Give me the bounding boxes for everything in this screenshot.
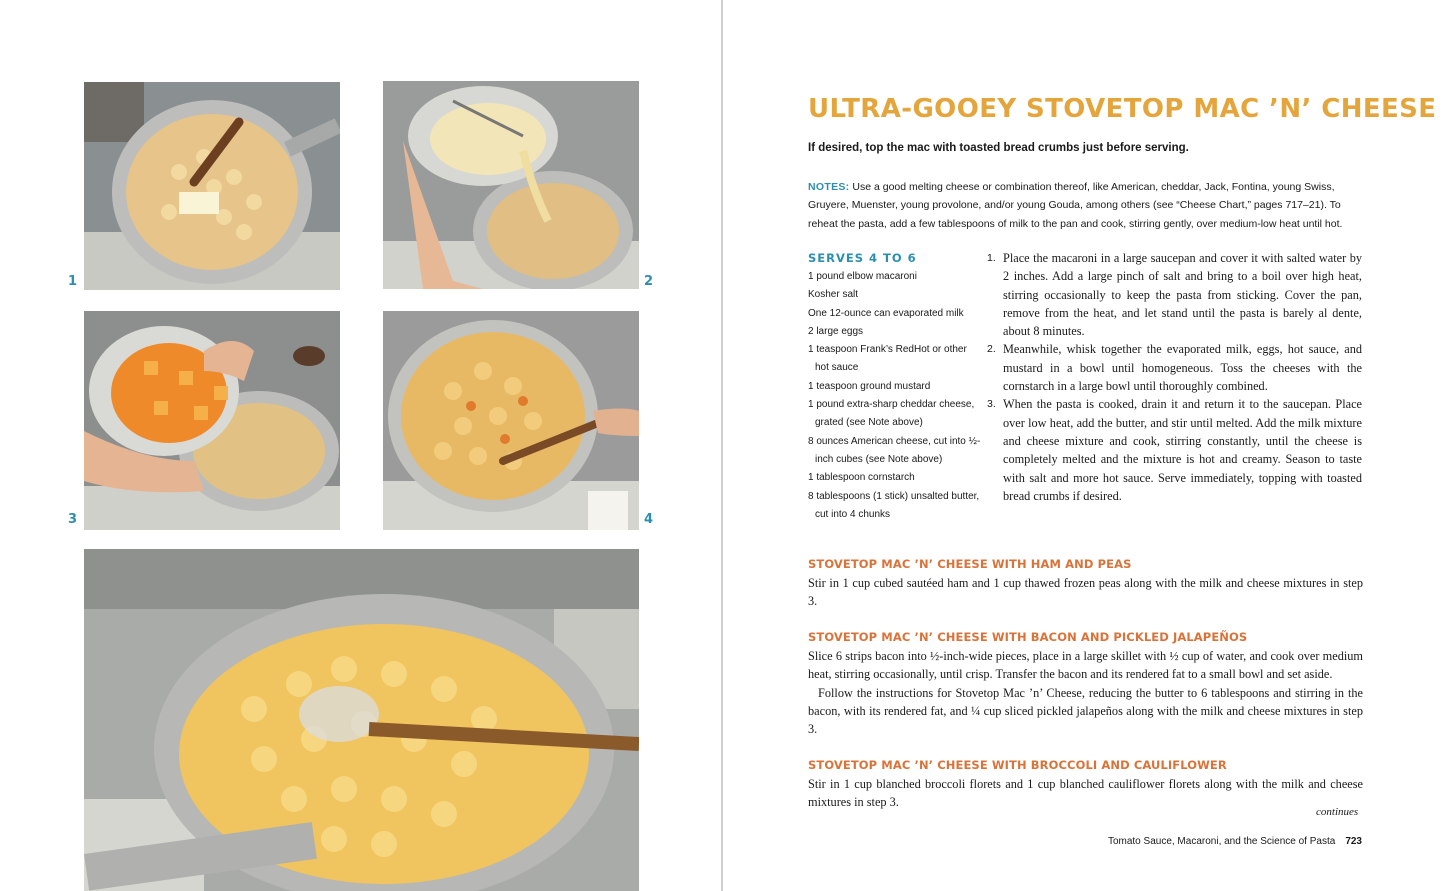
step-text: Place the macaroni in a large saucepan and cover it with salted water by 2 inches. Add a large pinch of salt and bring to a boil over high heat, stirring occasionally to keep the pasta from sticking. Cover the pan, remove from the heat, and let stand until the pasta is barely al dente, about 8 minutes.	[1003, 251, 1362, 339]
variation-bacon-jalapenos	[808, 630, 1363, 738]
variation-text: Stir in 1 cup blanched broccoli florets and 1 cup blanched cauliflower florets along with the milk and cheese mixtures in step 3.	[808, 777, 1363, 810]
serves-heading: SERVES 4 TO 6	[808, 251, 917, 265]
variation-title: STOVETOP MAC ’N’ CHEESE WITH BROCCOLI AND CAULIFLOWER	[808, 758, 1227, 772]
method-steps	[987, 249, 1362, 505]
variation-ham-peas	[808, 557, 1363, 611]
step-number-1: 1	[68, 274, 78, 289]
recipe-intro: If desired, top the mac with toasted bread crumbs just before serving.	[808, 142, 1189, 154]
variation-title: STOVETOP MAC ’N’ CHEESE WITH HAM AND PEAS	[808, 557, 1132, 571]
photo-step-3	[84, 311, 340, 530]
step-label: 2.	[987, 343, 996, 356]
page-number: 723	[1345, 836, 1362, 847]
step-number-4: 4	[644, 512, 654, 527]
step-text: When the pasta is cooked, drain it and return it to the saucepan. Place over low heat, add the butter, and stir until melted. Add the milk mixture and cheese mixture and cook, stirring constantly, until the cheese is completely melted and the mixture is hot and creamy. Season to taste with salt and more hot sauce. Serve immediately, topping with toasted bread crumbs if desired.	[1003, 397, 1362, 503]
photo-step-2	[383, 81, 639, 289]
ingredient-item: 1 teaspoon ground mustard	[808, 380, 931, 392]
variation-text: Slice 6 strips bacon into ½-inch-wide pieces, place in a large skillet with ½ cup of water, and cook over medium heat, stirring occasionally, until crisp. Transfer the bacon and its rendered fat to a small bowl and set aside.	[808, 649, 1363, 682]
photo-step-1	[84, 82, 340, 290]
recipe-title: ULTRA-GOOEY STOVETOP MAC ’N’ CHEESE	[808, 94, 1437, 124]
continues-note: continues	[1316, 806, 1359, 818]
variation-text: Follow the instructions for Stovetop Mac ’n’ Cheese, reducing the butter to 6 tablespoons and stirring in the bacon, with its rendered fat, and ¼ cup sliced pickled jalapeños along with the milk and cheese mixtures in step 3.	[808, 685, 1363, 737]
notes-text: Use a good melting cheese or combination thereof, like American, cheddar, Jack, Fontina, young Swiss, Gruyere, Muenster, young provolone, and/or young Gouda, among others (see “Cheese Chart,” pages 717–21). To reheat the pasta, add a few tablespoons of milk to the pan and cook, stirring gently, over medium-low heat until hot.	[808, 181, 1343, 230]
variation-text: Stir in 1 cup cubed sautéed ham and 1 cup thawed frozen peas along with the milk and cheese mixtures in step 3.	[808, 576, 1363, 609]
ingredient-item: 8 ounces American cheese, cut into ½-inch cubes (see Note above)	[808, 435, 981, 465]
step-label: 3.	[987, 398, 996, 411]
ingredient-item: 1 tablespoon cornstarch	[808, 472, 915, 484]
ingredient-item: 2 large eggs	[808, 325, 864, 337]
recipe-notes	[808, 178, 1363, 233]
step-number-3: 3	[68, 512, 78, 527]
method-step	[987, 249, 1362, 340]
ingredient-item: Kosher salt	[808, 289, 859, 301]
photo-step-4	[383, 311, 639, 530]
ingredient-item: 8 tablespoons (1 stick) unsalted butter, cut into 4 chunks	[808, 490, 980, 520]
variation-title: STOVETOP MAC ’N’ CHEESE WITH BACON AND PICKLED JALAPEÑOS	[808, 630, 1248, 644]
method-step	[987, 395, 1362, 505]
step-label: 1.	[987, 252, 996, 264]
method-step	[987, 340, 1362, 395]
ingredient-item: One 12-ounce can evaporated milk	[808, 307, 964, 319]
ingredient-list	[808, 268, 983, 524]
page-footer	[1108, 836, 1362, 847]
photo-finished-dish	[84, 549, 639, 891]
variation-broccoli-cauliflower	[808, 758, 1363, 812]
ingredient-item: 1 teaspoon Frank’s RedHot or other hot sauce	[808, 344, 967, 374]
chapter-title: Tomato Sauce, Macaroni, and the Science of Pasta	[1107, 836, 1336, 847]
ingredient-item: 1 pound elbow macaroni	[808, 271, 917, 282]
page-gutter	[721, 0, 723, 891]
ingredient-item: 1 pound extra-sharp cheddar cheese, grated (see Note above)	[808, 399, 975, 429]
step-text: Meanwhile, whisk together the evaporated milk, eggs, hot sauce, and mustard in a bowl until homogeneous. Toss the cheeses with the cornstarch in a large bowl until thoroughly combined.	[1003, 342, 1362, 394]
step-number-2: 2	[644, 274, 654, 289]
notes-label: NOTES:	[808, 181, 850, 193]
